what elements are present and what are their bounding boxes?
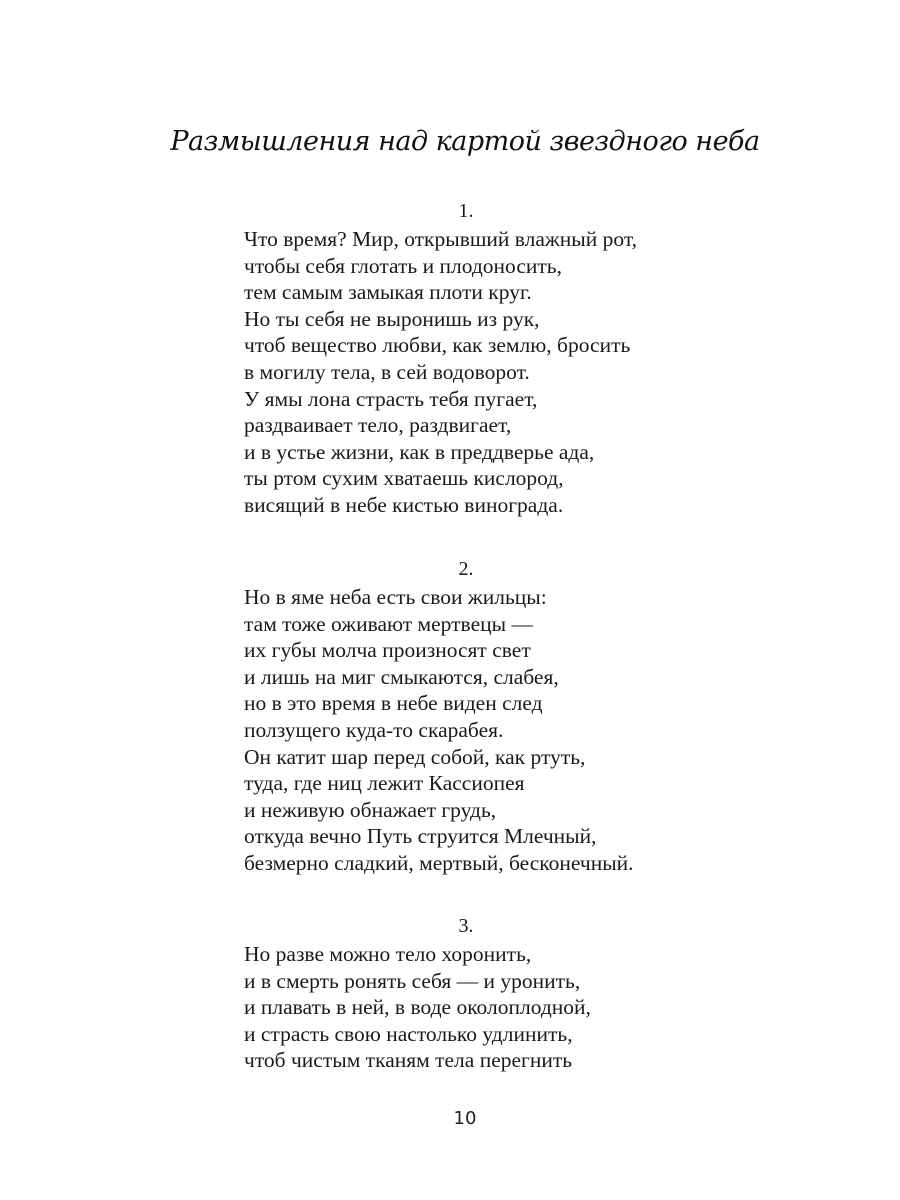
poem-line: висящий в небе кистью винограда.	[244, 492, 564, 517]
poem-line: Но разве можно тело хоронить,	[244, 942, 532, 966]
poem-line: Он катит шар перед собой, как ртуть,	[244, 744, 586, 769]
section-number: 2.	[458, 558, 474, 580]
poem-line: и страсть свою настолько удлинить,	[244, 1021, 573, 1046]
poem-line: тем самым замыкая плоти круг.	[244, 280, 532, 305]
poem-line: чтоб чистым тканям тела перегнить	[244, 1048, 573, 1073]
section-number: 1.	[458, 200, 474, 222]
poem-line: У ямы лона страсть тебя пугает,	[244, 386, 538, 411]
poem-line: и в смерть ронять себя — и уронить,	[244, 968, 581, 993]
poem-title: Размышления над картой звездного неба	[170, 126, 760, 157]
poem-line: ползущего куда-то скарабея.	[244, 717, 504, 742]
poem-line: и неживую обнажает грудь,	[244, 797, 497, 822]
poem-line: их губы молча произносят свет	[244, 638, 531, 663]
poem-line: безмерно сладкий, мертвый, бесконечный.	[244, 850, 634, 875]
section-lines	[244, 941, 591, 1074]
poem-line: и лишь на миг смыкаются, слабея,	[244, 664, 559, 689]
poem-line: но в это время в небе виден след	[244, 691, 543, 716]
poem-line: и плавать в ней, в воде околоплодной,	[244, 995, 591, 1020]
section-number: 3.	[458, 915, 474, 937]
section-lines	[244, 226, 637, 519]
poem-line: чтобы себя глотать и плодоносить,	[244, 253, 562, 278]
poem-line: Но ты себя не выронишь из рук,	[244, 306, 540, 331]
poem-line: Но в яме неба есть свои жильцы:	[244, 585, 547, 609]
poem-line: туда, где ниц лежит Кассиопея	[244, 771, 525, 796]
poem-line: чтоб вещество любви, как землю, бросить	[244, 333, 631, 358]
poem-line: раздваивает тело, раздвигает,	[244, 413, 512, 438]
poem-line: Что время? Мир, открывший влажный рот,	[244, 227, 637, 251]
poem-line: в могилу тела, в сей водоворот.	[244, 359, 530, 384]
section-lines	[244, 584, 634, 877]
poem-line: и в устье жизни, как в преддверье ада,	[244, 439, 595, 464]
poem-line: там тоже оживают мертвецы —	[244, 611, 533, 636]
page-number: 10	[453, 1108, 477, 1129]
poem-line: ты ртом сухим хватаешь кислород,	[244, 466, 564, 491]
poem-line: откуда вечно Путь струится Млечный,	[244, 824, 597, 849]
